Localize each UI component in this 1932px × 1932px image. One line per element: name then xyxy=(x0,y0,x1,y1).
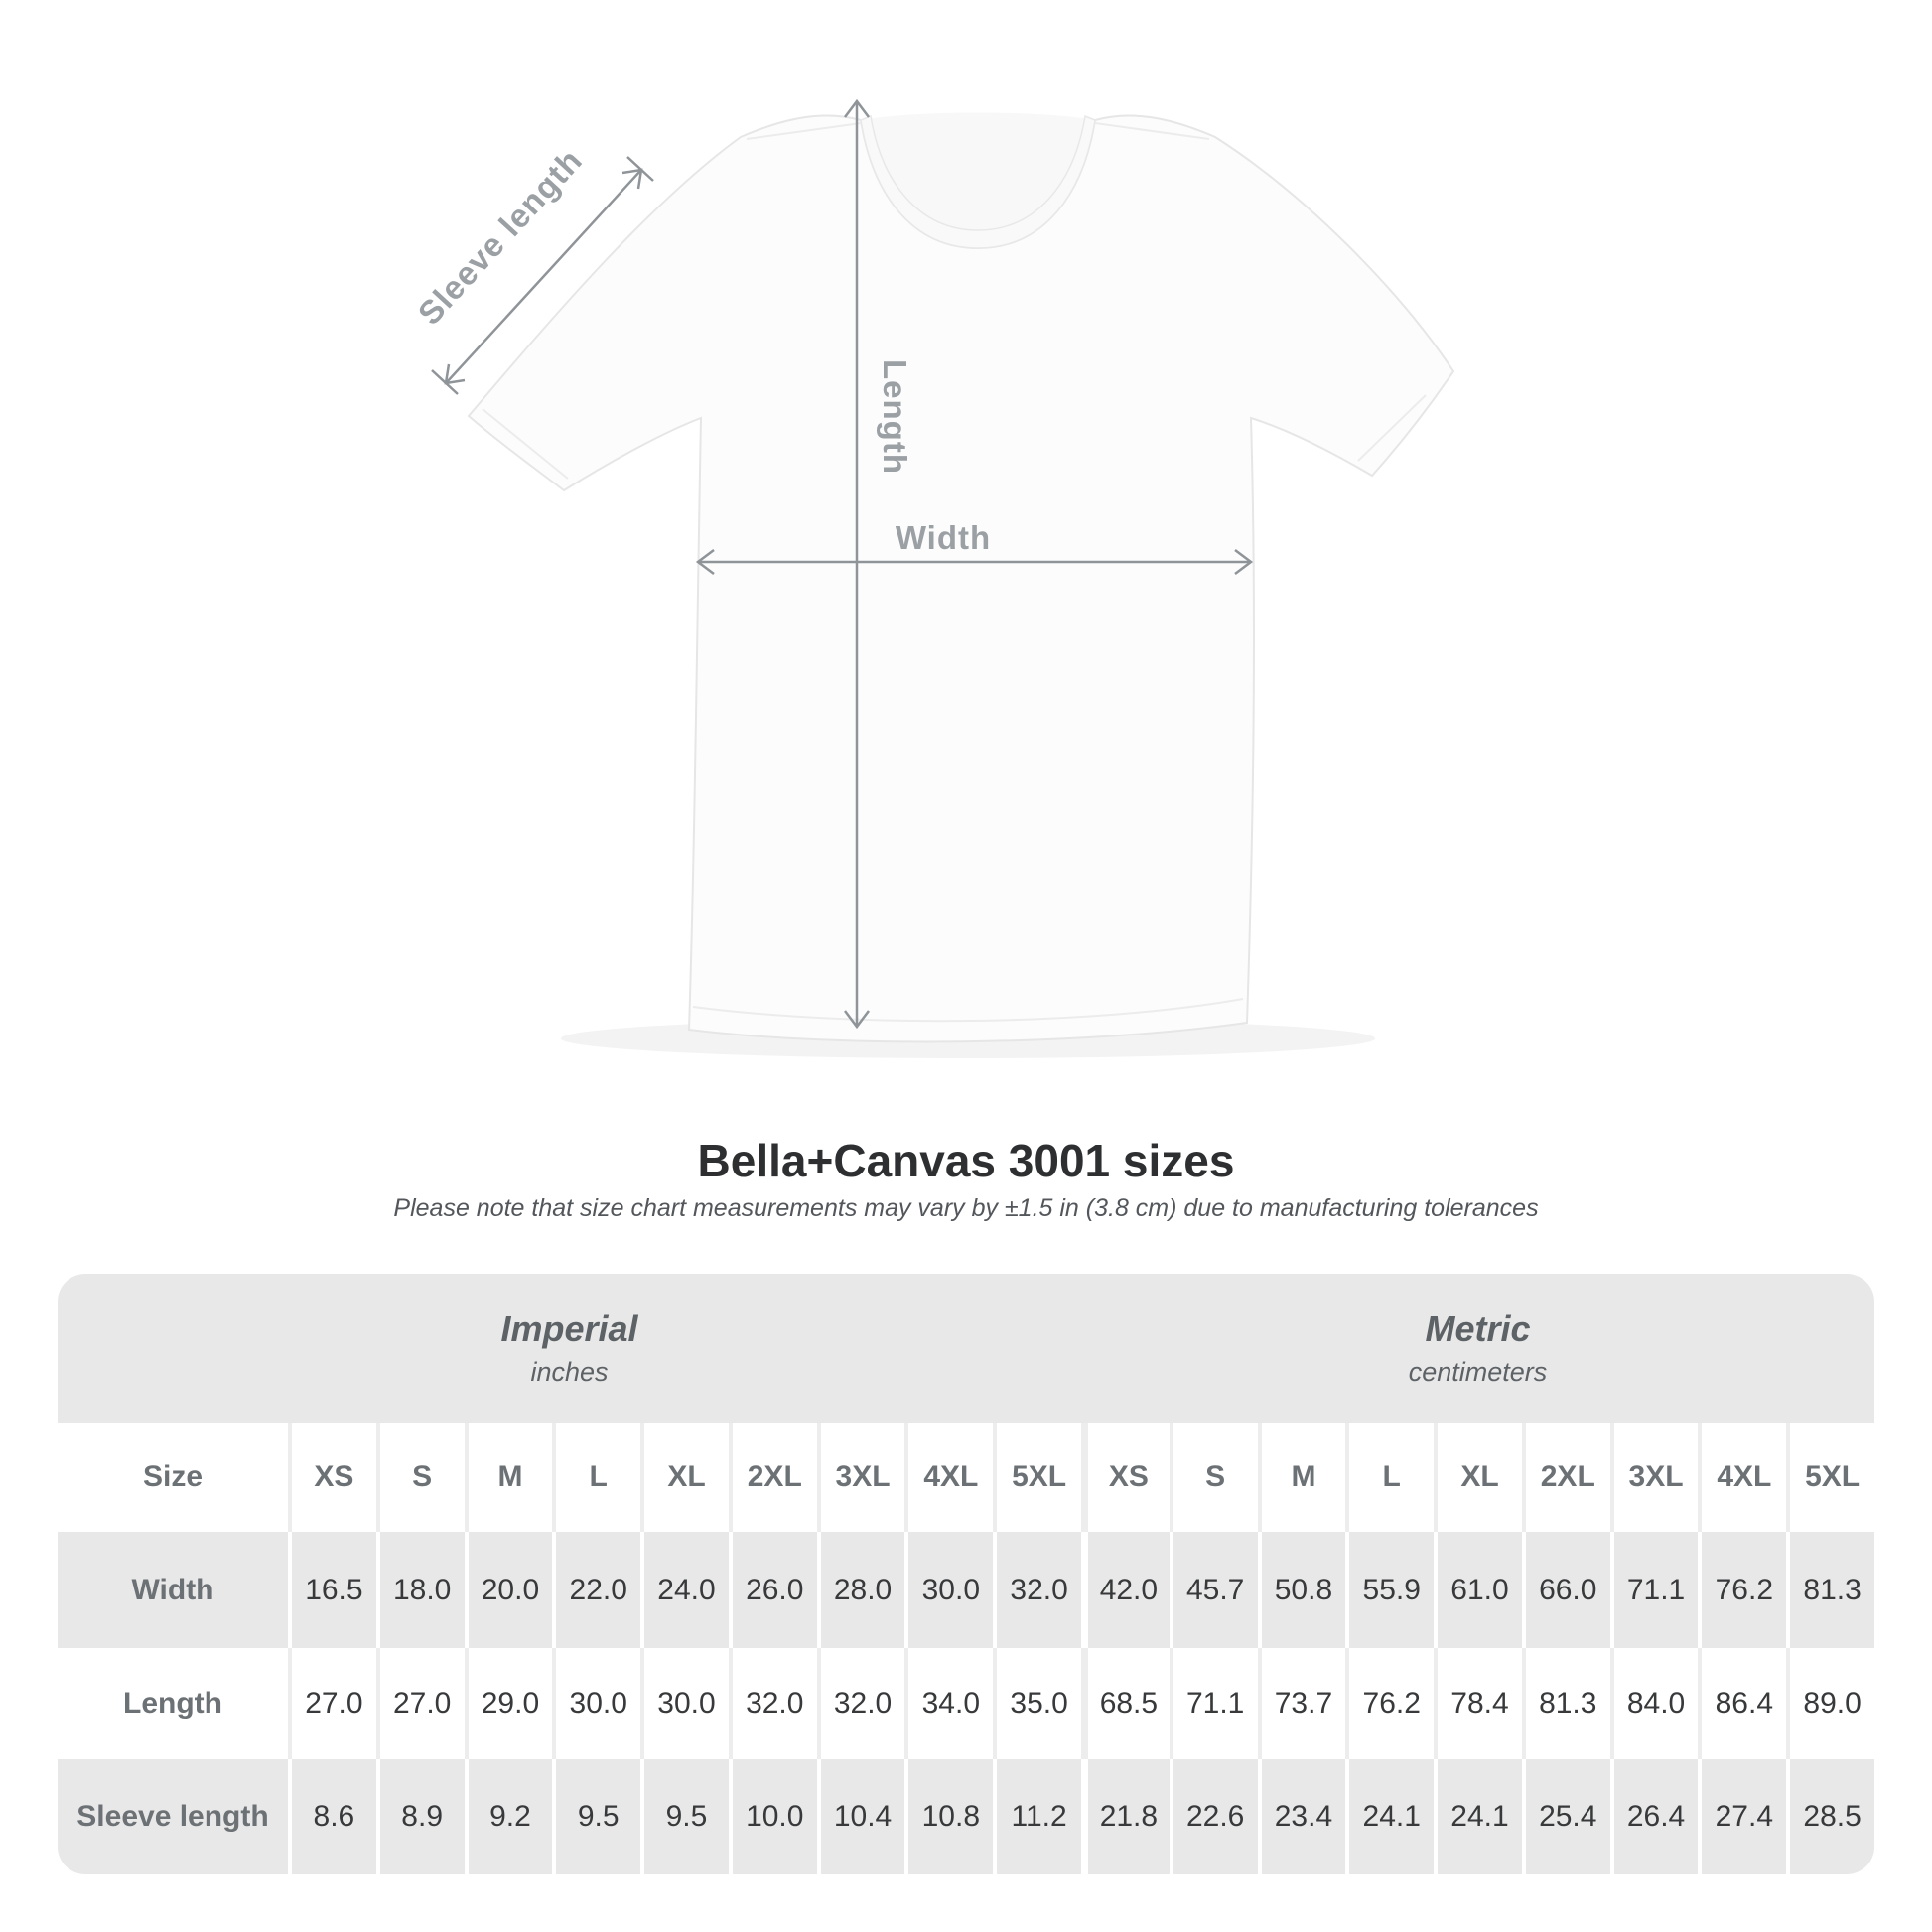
metric-group-header xyxy=(1081,1274,1874,1423)
value-cell: 27.4 xyxy=(1698,1759,1786,1874)
value-cell: 28.0 xyxy=(817,1532,905,1648)
value-cell: 9.5 xyxy=(552,1759,640,1874)
value-cell: 25.4 xyxy=(1522,1759,1610,1874)
value-cell: 66.0 xyxy=(1522,1532,1610,1648)
value-cell: 18.0 xyxy=(376,1532,465,1648)
value-cell: 10.0 xyxy=(729,1759,817,1874)
size-header-cell: Size xyxy=(58,1423,288,1532)
value-cell: 81.3 xyxy=(1522,1648,1610,1759)
size-header-row xyxy=(58,1423,1874,1532)
table-row-length xyxy=(58,1648,1874,1759)
row-label: Sleeve length xyxy=(58,1759,288,1874)
value-cell: 45.7 xyxy=(1170,1532,1258,1648)
size-column-header: M xyxy=(1258,1423,1346,1532)
value-cell: 10.4 xyxy=(817,1759,905,1874)
value-cell: 24.1 xyxy=(1345,1759,1434,1874)
size-column-header: 5XL xyxy=(993,1423,1081,1532)
size-column-header: 4XL xyxy=(1698,1423,1786,1532)
value-cell: 34.0 xyxy=(904,1648,993,1759)
value-cell: 16.5 xyxy=(288,1532,376,1648)
sizes-table xyxy=(58,1274,1874,1874)
value-cell: 30.0 xyxy=(640,1648,729,1759)
value-cell: 86.4 xyxy=(1698,1648,1786,1759)
value-cell: 29.0 xyxy=(465,1648,553,1759)
size-column-header: XL xyxy=(1434,1423,1522,1532)
table-row-width xyxy=(58,1532,1874,1648)
value-cell: 32.0 xyxy=(993,1532,1081,1648)
value-cell: 28.5 xyxy=(1786,1759,1874,1874)
value-cell: 11.2 xyxy=(993,1759,1081,1874)
imperial-unit-label: inches xyxy=(530,1357,609,1387)
table-row-sleeve xyxy=(58,1759,1874,1874)
value-cell: 30.0 xyxy=(552,1648,640,1759)
size-column-header: 3XL xyxy=(817,1423,905,1532)
size-column-header: XL xyxy=(640,1423,729,1532)
value-cell: 21.8 xyxy=(1081,1759,1170,1874)
sleeve-length-label: Sleeve length xyxy=(410,141,590,332)
imperial-group-header xyxy=(58,1274,1081,1423)
value-cell: 78.4 xyxy=(1434,1648,1522,1759)
value-cell: 71.1 xyxy=(1170,1648,1258,1759)
size-column-header: S xyxy=(1170,1423,1258,1532)
value-cell: 76.2 xyxy=(1345,1648,1434,1759)
imperial-label: Imperial xyxy=(500,1309,638,1349)
size-column-header: XS xyxy=(288,1423,376,1532)
value-cell: 89.0 xyxy=(1786,1648,1874,1759)
size-column-header: L xyxy=(1345,1423,1434,1532)
value-cell: 23.4 xyxy=(1258,1759,1346,1874)
value-cell: 8.6 xyxy=(288,1759,376,1874)
value-cell: 22.0 xyxy=(552,1532,640,1648)
size-column-header: 2XL xyxy=(729,1423,817,1532)
value-cell: 42.0 xyxy=(1081,1532,1170,1648)
size-column-header: 5XL xyxy=(1786,1423,1874,1532)
value-cell: 26.0 xyxy=(729,1532,817,1648)
value-cell: 20.0 xyxy=(465,1532,553,1648)
unit-group-row xyxy=(58,1274,1874,1423)
value-cell: 30.0 xyxy=(904,1532,993,1648)
value-cell: 76.2 xyxy=(1698,1532,1786,1648)
size-column-header: S xyxy=(376,1423,465,1532)
value-cell: 68.5 xyxy=(1081,1648,1170,1759)
value-cell: 8.9 xyxy=(376,1759,465,1874)
value-cell: 24.0 xyxy=(640,1532,729,1648)
tshirt-silhouette xyxy=(469,115,1453,1041)
value-cell: 27.0 xyxy=(376,1648,465,1759)
size-column-header: 3XL xyxy=(1610,1423,1699,1532)
size-column-header: 2XL xyxy=(1522,1423,1610,1532)
value-cell: 50.8 xyxy=(1258,1532,1346,1648)
size-column-header: 4XL xyxy=(904,1423,993,1532)
value-cell: 32.0 xyxy=(817,1648,905,1759)
page-title: Bella+Canvas 3001 sizes xyxy=(697,1135,1235,1186)
value-cell: 9.2 xyxy=(465,1759,553,1874)
metric-unit-label: centimeters xyxy=(1408,1357,1548,1387)
value-cell: 35.0 xyxy=(993,1648,1081,1759)
value-cell: 9.5 xyxy=(640,1759,729,1874)
length-label: Length xyxy=(877,359,913,475)
value-cell: 10.8 xyxy=(904,1759,993,1874)
value-cell: 55.9 xyxy=(1345,1532,1434,1648)
value-cell: 26.4 xyxy=(1610,1759,1699,1874)
value-cell: 32.0 xyxy=(729,1648,817,1759)
width-label: Width xyxy=(895,519,992,556)
row-label: Length xyxy=(58,1648,288,1759)
value-cell: 24.1 xyxy=(1434,1759,1522,1874)
size-column-header: M xyxy=(465,1423,553,1532)
size-column-header: L xyxy=(552,1423,640,1532)
tolerance-note: Please note that size chart measurements may vary by ±1.5 in (3.8 cm) due to manufacturing tolerances xyxy=(393,1194,1539,1222)
row-label: Width xyxy=(58,1532,288,1648)
value-cell: 61.0 xyxy=(1434,1532,1522,1648)
value-cell: 81.3 xyxy=(1786,1532,1874,1648)
value-cell: 71.1 xyxy=(1610,1532,1699,1648)
value-cell: 22.6 xyxy=(1170,1759,1258,1874)
value-cell: 73.7 xyxy=(1258,1648,1346,1759)
metric-label: Metric xyxy=(1425,1309,1531,1349)
value-cell: 27.0 xyxy=(288,1648,376,1759)
size-column-header: XS xyxy=(1081,1423,1170,1532)
value-cell: 84.0 xyxy=(1610,1648,1699,1759)
